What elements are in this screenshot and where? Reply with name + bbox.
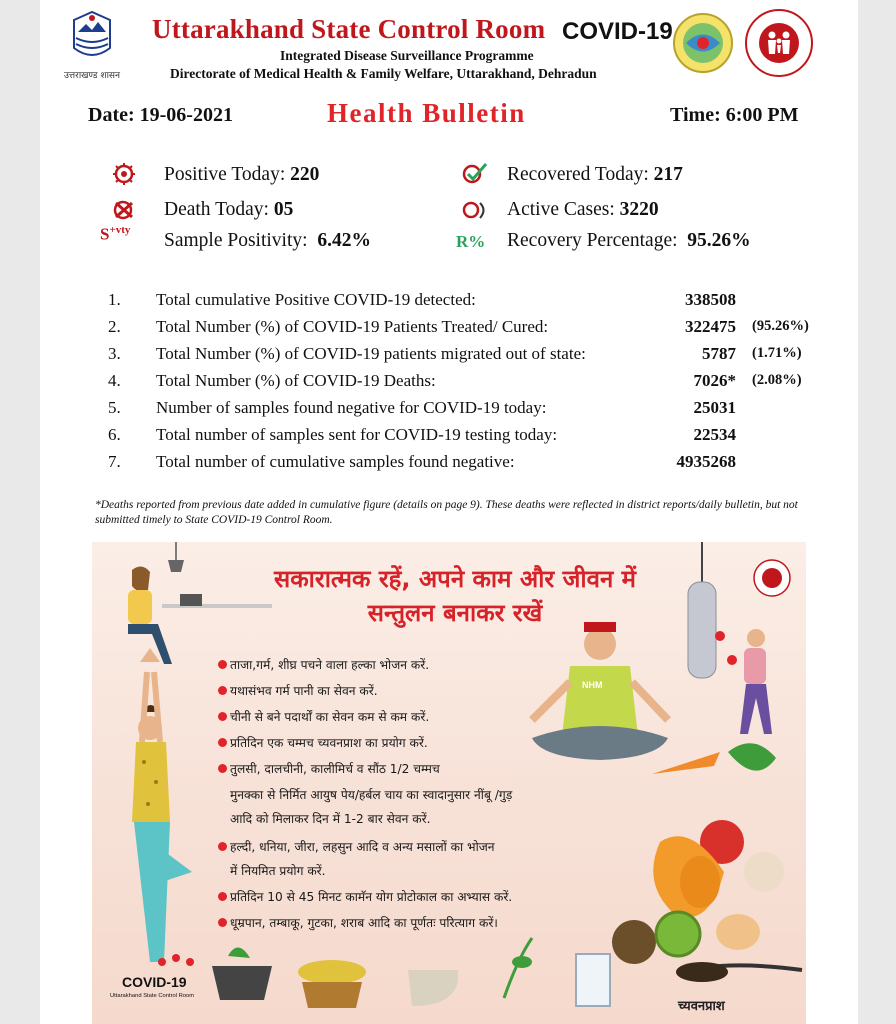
poster-heading-line1: सकारात्मक रहें, अपने काम और जीवन में	[274, 565, 636, 593]
poster-control-room-text: Uttarakhand State Control Room	[110, 993, 195, 999]
bullet-icon	[218, 712, 227, 721]
advice-item: प्रतिदिन 10 से 45 मिनट कामॅन योग प्रोटोकाल का अभ्यास करें.	[218, 888, 512, 905]
uttarakhand-govt-logo	[52, 10, 132, 80]
table-row: 3. Total Number (%) of COVID-19 patients migrated out of state: 5787 (1.71%)	[108, 344, 802, 363]
table-row: 7. Total number of cumulative samples found negative: 4935268	[108, 452, 736, 471]
bullet-icon	[218, 892, 227, 901]
advice-item: चीनी से बने पदार्थों का सेवन कम से कम करें.	[218, 708, 429, 725]
recovery-percentage-icon: R%	[456, 232, 486, 251]
active-cases: Active Cases: 3220	[507, 199, 659, 220]
sample-positivity-icon: $S^{+vty}$	[100, 224, 131, 244]
death-today: Death Today: 05	[164, 199, 294, 220]
bullet-icon	[218, 686, 227, 695]
bullet-icon	[218, 842, 227, 851]
shirt-label: NHM	[582, 680, 603, 690]
bullet-icon	[218, 660, 227, 669]
header-title: Uttarakhand State Control Room	[152, 14, 546, 44]
advice-item: हल्दी, धनिया, जीरा, लहसुन आदि व अन्य मसालों का भोजन	[218, 838, 495, 855]
bullet-icon	[218, 764, 227, 773]
poster-heading-line2: सन्तुलन बनाकर रखें	[367, 599, 543, 627]
advice-item-continued: आदि को मिलाकर दिन में 1-2 बार सेवन करें.	[230, 812, 431, 826]
table-row: 1. Total cumulative Positive COVID-19 detected: 338508	[108, 290, 736, 309]
bulletin-title: Health Bulletin	[327, 98, 526, 128]
header-subtitle-directorate: Directorate of Medical Health & Family Welfare, Uttarakhand, Dehradun	[170, 66, 597, 81]
advice-item: तुलसी, दालचीनी, कालीमिर्च व सौंठ 1/2 चम्मच	[218, 760, 440, 777]
covid-19-label: COVID-19	[562, 18, 673, 45]
table-row: 5. Number of samples found negative for COVID-19 today: 25031	[108, 398, 736, 417]
table-row: 4. Total Number (%) of COVID-19 Deaths: 7026* (2.08%)	[108, 371, 802, 390]
advice-item-continued: मुनक्का से निर्मित आयुष पेय/हर्बल चाय का स्वादानुसार नींबू /गुड़	[230, 788, 513, 802]
govt-caption: उत्तराखण्ड शासन	[63, 71, 120, 81]
advice-item: धूम्रपान, तम्बाकू, गुटका, शराब आदि का पूर्णतः परित्याग करें।	[218, 914, 498, 931]
bulletin-date: Date: 19-06-2021	[88, 104, 233, 126]
advice-item-continued: में नियमित प्रयोग करें.	[230, 864, 326, 878]
poster-covid-logo-text: COVID-19	[122, 974, 187, 990]
table-row: 2. Total Number (%) of COVID-19 Patients Treated/ Cured: 322475 (95.26%)	[108, 317, 809, 336]
bullet-icon	[218, 918, 227, 927]
deaths-footnote: *Deaths reported from previous date added in cumulative figure (details on page 9). These deaths were reflected in district reports/daily bulletin, but not submitted timely to State COVID-19 Control Room.	[95, 499, 798, 526]
advice-item: यथासंभव गर्म पानी का सेवन करें.	[218, 682, 378, 699]
table-row: 6. Total number of samples sent for COVID-19 testing today: 22534	[108, 425, 736, 444]
health-advisory-poster	[92, 542, 806, 1024]
virus-icon	[110, 162, 138, 186]
idsp-logo	[672, 12, 734, 74]
virus-cross-icon	[110, 198, 138, 222]
national-health-mission-logo	[744, 8, 814, 78]
advice-item: ताजा,गर्म, शीघ्र पचने वाला हल्का भोजन करें.	[218, 656, 429, 673]
chyawanprash-label: च्यवनप्राश	[678, 999, 725, 1014]
bullet-icon	[218, 738, 227, 747]
header-subtitle-idsp: Integrated Disease Surveillance Programme	[280, 48, 534, 63]
virus-check-icon	[460, 162, 488, 186]
virus-active-icon	[460, 198, 488, 222]
bulletin-time: Time: 6:00 PM	[670, 104, 799, 126]
recovered-today: Recovered Today: 217	[507, 164, 683, 185]
sample-positivity: Sample Positivity: 6.42%	[164, 230, 371, 251]
positive-today: Positive Today: 220	[164, 164, 320, 185]
advice-item: प्रतिदिन एक चम्मच च्यवनप्राश का प्रयोग करें.	[218, 734, 428, 751]
bulletin-page	[40, 0, 858, 1024]
recovery-percentage: Recovery Percentage: 95.26%	[507, 230, 751, 251]
